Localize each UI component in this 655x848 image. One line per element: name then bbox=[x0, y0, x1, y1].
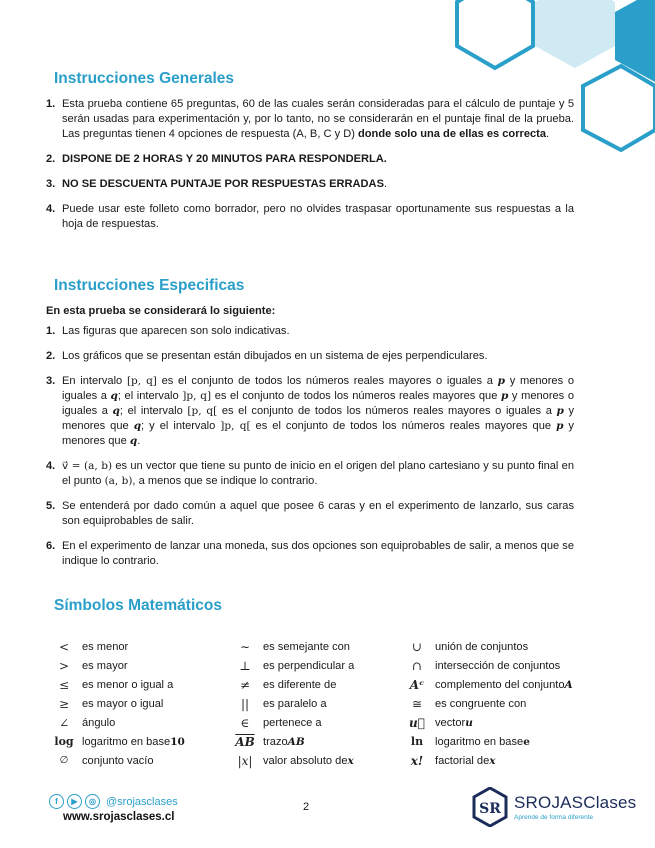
similar-icon: ∼ bbox=[239, 639, 251, 654]
greater-than-icon: > bbox=[58, 658, 70, 673]
list-item: 3. En intervalo [p, q] es el conjunto de todos los números reales mayores o iguales a p y menores o iguales a q; el intervalo ]p, q] es el conjunto de todos los números reales mayores que p y menores o iguales a q; el intervalo [p, q[ es el conjunto de todos los números reales mayores o iguales a p y menores que q; y el intervalo ]p, q[ es el conjunto de todos los números reales mayores que p y menores que q. bbox=[46, 374, 575, 448]
congruent-icon: ≅ bbox=[411, 696, 423, 711]
union-icon: ∪ bbox=[411, 639, 423, 654]
list-item: 4. Puede usar este folleto como borrador, pero no olvides traspasar oportunamente sus respuestas a la hoja de respuestas. bbox=[46, 202, 574, 230]
intersection-icon: ∩ bbox=[411, 658, 423, 673]
symbol-row: ∠ ángulo ∈ pertenece a u⃗ vector u bbox=[46, 713, 606, 732]
facebook-icon[interactable]: f bbox=[49, 794, 64, 809]
specific-instructions-list bbox=[46, 324, 574, 579]
vector-icon: u⃗ bbox=[409, 715, 425, 730]
symbol-row: ≤ es menor o igual a ≠ es diferente de Aᶜ complemento del conjunto A bbox=[46, 675, 606, 694]
list-item: 5. Se entenderá por dado común a aquel que posee 6 caras y en el experimento de lanzarlo, sus caras son equiprobables de salir. bbox=[46, 500, 574, 528]
perpendicular-icon: ⊥ bbox=[239, 658, 251, 673]
specific-intro: En esta prueba se considerará lo siguiente: bbox=[46, 305, 276, 317]
list-item: 2. Los gráficos que se presentan están dibujados en un sistema de ejes perpendiculares. bbox=[46, 349, 488, 362]
list-item: 2. DISPONE DE 2 HORAS Y 20 MINUTOS PARA RESPONDERLA. bbox=[46, 153, 387, 166]
segment-icon: $\overline{AB}$ bbox=[235, 734, 255, 749]
angle-icon: ∠ bbox=[58, 715, 70, 730]
log-icon: log bbox=[54, 735, 74, 748]
ln-icon: ln bbox=[410, 735, 424, 748]
svg-text:SR: SR bbox=[479, 801, 501, 817]
parallel-icon: || bbox=[240, 696, 250, 711]
math-symbols-title: Símbolos Matemáticos bbox=[54, 597, 222, 614]
symbol-row: log logaritmo en base 10 $\overline{AB}$ trazo AB ln logaritmo en base e bbox=[46, 732, 606, 751]
empty-set-icon: ∅ bbox=[59, 755, 69, 766]
complement-icon: Aᶜ bbox=[409, 677, 425, 692]
list-item: 1. Las figuras que aparecen son solo indicativas. bbox=[46, 325, 290, 337]
symbol-row: ≥ es mayor o igual || es paralelo a ≅ es congruente con bbox=[46, 694, 606, 713]
social-handle[interactable]: @srojasclases bbox=[106, 795, 178, 808]
general-instructions-list bbox=[46, 97, 574, 242]
factorial-icon: x! bbox=[410, 753, 424, 768]
brand-name: SROJASClases bbox=[514, 793, 637, 812]
element-of-icon: ∈ bbox=[240, 715, 250, 730]
less-equal-icon: ≤ bbox=[58, 677, 70, 692]
general-instructions-title: Instrucciones Generales bbox=[54, 70, 235, 87]
youtube-icon[interactable]: ▶ bbox=[67, 794, 82, 809]
brand-logo-block bbox=[472, 787, 636, 827]
list-item: 1. Esta prueba contiene 65 preguntas, 60 de las cuales serán consideradas para el cálculo de puntaje y 5 serán usadas para experimentación y, por lo tanto, no se considerarán en el puntaje final de la prueba. Las preguntas tienen 4 opciones de respuesta (A, B, C y D) donde solo una de ellas es correcta. bbox=[46, 98, 574, 141]
brand-logo-icon bbox=[472, 787, 508, 827]
symbol-row: ∅ conjunto vacío |x| valor absoluto de x x! factorial de x bbox=[46, 751, 606, 770]
list-item: 6. En el experimento de lanzar una moneda, sus dos opciones son equiprobables de salir, a menos que se indique lo contrario. bbox=[46, 540, 574, 568]
specific-instructions-title: Instrucciones Especificas bbox=[54, 277, 245, 294]
brand-tagline: Aprende de forma diferente bbox=[514, 814, 594, 821]
list-item: 4. v⃗ = (a, b) es un vector que tiene su punto de inicio en el origen del plano cartesiano y su punto final en el punto (a, b), a menos que se indique lo contrario. bbox=[46, 460, 574, 488]
symbol-row: < es menor ∼ es semejante con ∪ unión de conjuntos bbox=[46, 637, 606, 656]
less-than-icon: < bbox=[58, 639, 70, 654]
list-item: 3. NO SE DESCUENTA PUNTAJE POR RESPUESTAS ERRADAS. bbox=[46, 178, 388, 190]
not-equal-icon: ≠ bbox=[239, 677, 251, 692]
instagram-icon[interactable]: ◎ bbox=[85, 794, 100, 809]
symbols-table bbox=[46, 637, 606, 770]
social-links bbox=[49, 794, 178, 809]
website-link[interactable]: www.srojasclases.cl bbox=[63, 811, 175, 823]
symbol-row: > es mayor ⊥ es perpendicular a ∩ intersección de conjuntos bbox=[46, 656, 606, 675]
absolute-value-icon: |x| bbox=[237, 753, 253, 768]
page-number: 2 bbox=[303, 801, 310, 813]
greater-equal-icon: ≥ bbox=[58, 696, 70, 711]
